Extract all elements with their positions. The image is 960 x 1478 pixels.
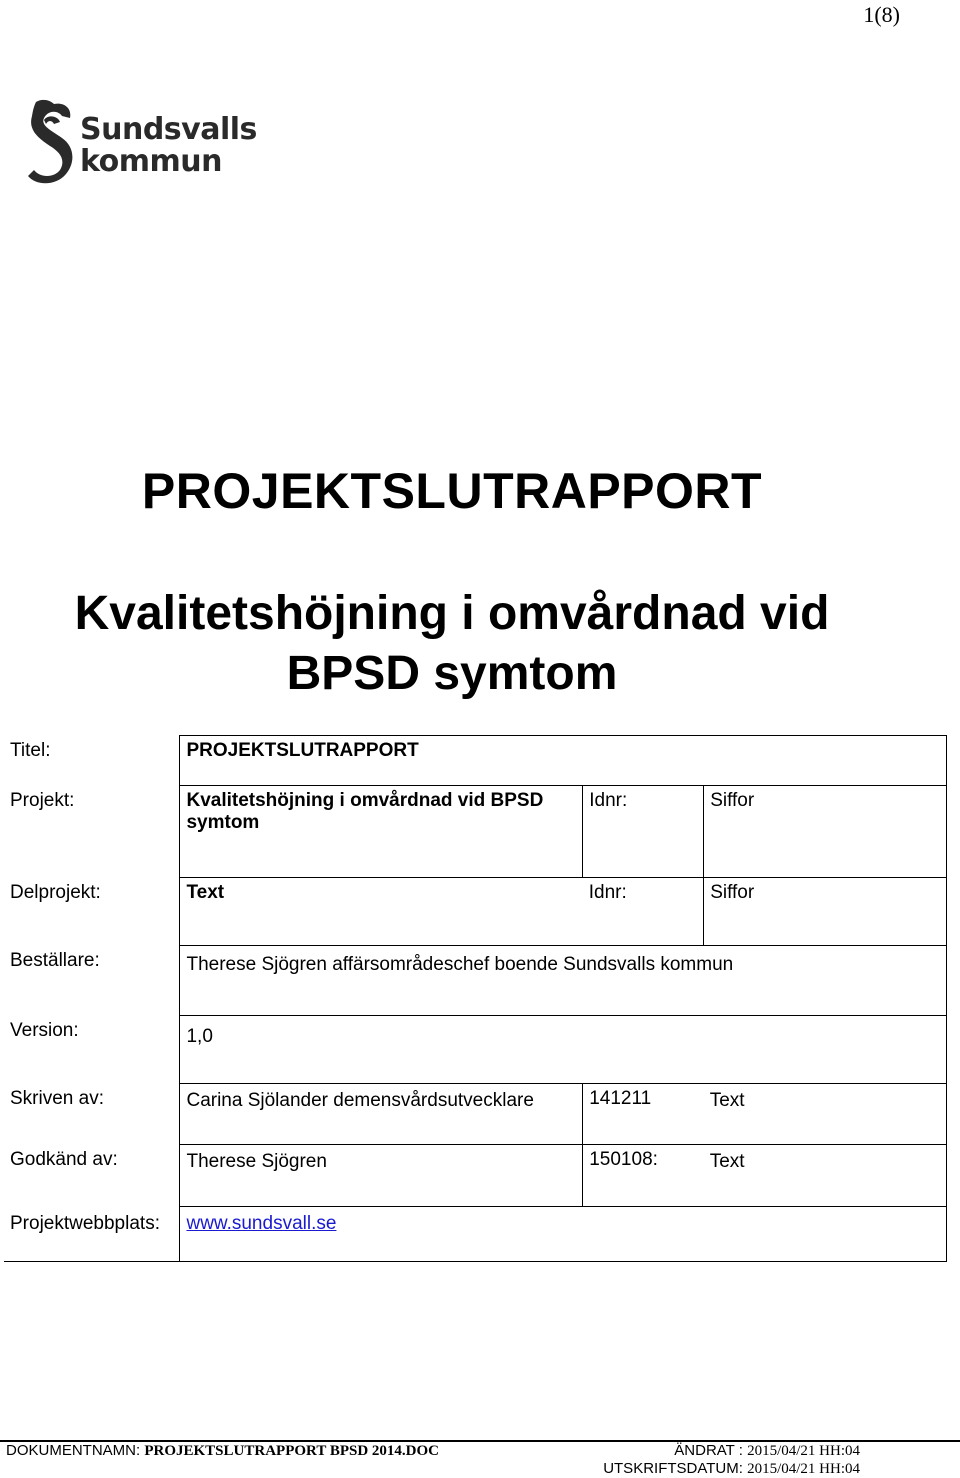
footer-document-name	[6, 1442, 439, 1460]
footer-printed-value: 2015/04/21 HH:04	[747, 1461, 860, 1477]
logo-text-sundsvalls: Sundsvalls	[80, 112, 257, 147]
godkand-value: Therese Sjögren	[180, 1145, 583, 1207]
project-website-link[interactable]: www.sundsvall.se	[186, 1213, 337, 1234]
footer-doc-label: DOKUMENTNAMN:	[6, 1442, 141, 1459]
projekt-value-line-2: symtom	[186, 812, 260, 833]
delprojekt-idnr-value: Siffor	[704, 878, 947, 946]
document-title: PROJEKTSLUTRAPPORT	[141, 463, 763, 519]
delprojekt-label: Delprojekt:	[4, 878, 180, 946]
footer-changed	[674, 1442, 860, 1460]
row-projekt	[4, 786, 947, 878]
skriven-extra: Text	[704, 1084, 947, 1145]
delprojekt-value: Text	[180, 878, 583, 946]
subtitle-line-1: Kvalitetshöjning i omvårdnad vid	[74, 587, 830, 640]
row-delprojekt	[4, 878, 947, 946]
page-number: 1(8)	[863, 2, 900, 27]
projekt-idnr-value: Siffor	[704, 786, 947, 878]
project-metadata-table	[4, 735, 947, 1262]
document-subtitle	[0, 584, 904, 704]
bestallare-label: Beställare:	[4, 946, 180, 1016]
footer-changed-value: 2015/04/21 HH:04	[747, 1443, 860, 1459]
footer-changed-label: ÄNDRAT :	[674, 1442, 743, 1459]
footer-printed-label: UTSKRIFTSDATUM:	[603, 1460, 743, 1477]
version-label: Version:	[4, 1016, 180, 1084]
webb-label: Projektwebbplats:	[4, 1207, 180, 1262]
projekt-idnr-label: Idnr:	[583, 786, 704, 878]
skriven-value: Carina Sjölander demensvårdsutvecklare	[180, 1084, 583, 1145]
skriven-label: Skriven av:	[4, 1084, 180, 1145]
projekt-label: Projekt:	[4, 786, 180, 878]
sundsvalls-kommun-logo	[24, 96, 257, 192]
row-godkand	[4, 1145, 947, 1207]
projekt-value-line-1: Kvalitetshöjning i omvårdnad vid BPSD	[186, 790, 544, 811]
delprojekt-idnr-label: Idnr:	[583, 878, 704, 946]
subtitle-line-2: BPSD symtom	[286, 647, 618, 700]
footer-doc-value: PROJEKTSLUTRAPPORT BPSD 2014.DOC	[144, 1443, 439, 1459]
footer-printed	[603, 1460, 860, 1478]
webb-link-cell	[180, 1207, 947, 1262]
titel-label: Titel:	[4, 736, 180, 786]
logo-text-kommun: kommun	[80, 144, 222, 179]
godkand-extra: Text	[704, 1145, 947, 1207]
row-version	[4, 1016, 947, 1084]
godkand-date: 150108:	[583, 1145, 704, 1207]
version-value: 1,0	[180, 1016, 947, 1084]
row-skriven	[4, 1084, 947, 1145]
godkand-label: Godkänd av:	[4, 1145, 180, 1207]
bestallare-value: Therese Sjögren affärsområdeschef boende Sundsvalls kommun	[180, 946, 947, 1016]
row-bestallare	[4, 946, 947, 1016]
row-webbplats	[4, 1207, 947, 1262]
sundsvall-dragon-s-logo-icon	[24, 96, 80, 192]
row-titel	[4, 736, 947, 786]
projekt-value	[180, 786, 583, 878]
skriven-date: 141211	[583, 1084, 704, 1145]
titel-value: PROJEKTSLUTRAPPORT	[180, 736, 947, 786]
